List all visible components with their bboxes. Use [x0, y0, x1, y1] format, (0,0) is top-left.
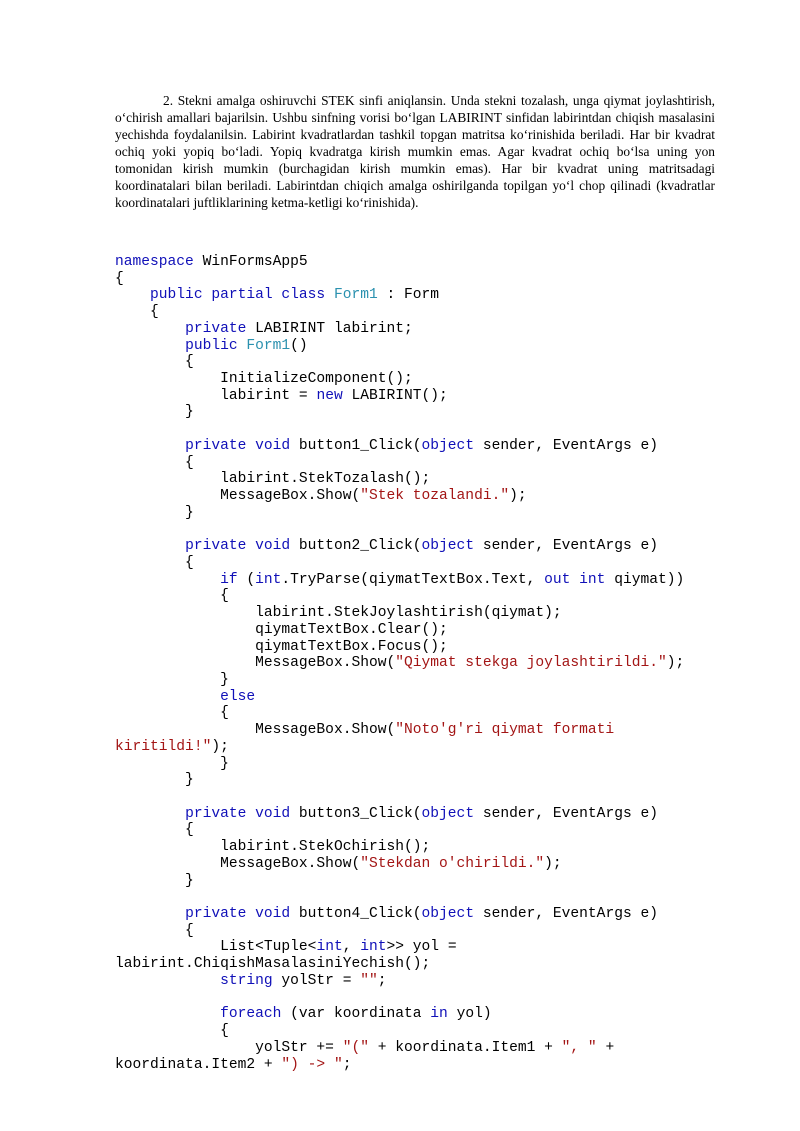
code-text: qiymatTextBox.Clear(); [115, 621, 448, 638]
code-text: WinFormsApp5 [193, 254, 308, 270]
code-string: "" [360, 972, 378, 989]
code-text [115, 1006, 220, 1022]
code-keyword: private [185, 320, 247, 337]
code-line [115, 538, 795, 555]
code-text: (var koordinata [281, 1006, 431, 1023]
code-line [115, 1057, 795, 1074]
code-line [115, 555, 795, 572]
code-line [115, 956, 795, 973]
code-text: { [115, 304, 159, 321]
code-line [115, 1023, 795, 1040]
code-string: ", " [561, 1039, 597, 1056]
code-text: qiymat)) [605, 571, 685, 588]
code-text [115, 806, 185, 822]
code-text: ); [211, 738, 229, 755]
code-text: InitializeComponent(); [115, 371, 413, 388]
code-keyword: int [316, 939, 343, 956]
code-text: button1_Click( [290, 437, 422, 454]
code-text: labirint.StekTozalash(); [115, 471, 431, 488]
code-keyword: object [421, 906, 475, 923]
code-keyword: object [421, 538, 475, 555]
code-line [115, 856, 795, 873]
code-text: + [596, 1039, 615, 1056]
code-text: yolStr = [272, 972, 361, 989]
code-text [115, 321, 185, 337]
code-text: sender, EventArgs e) [474, 805, 658, 822]
task-description: 2. Stekni amalga oshiruvchi STEK sinfi aniqlansin. Unda stekni tozalash, unga qiymat joylashtirish, o‘chirish amallari bajarilsin. Ushbu sinfning vorisi bo‘lgan LABIRINT sinfidan labirintdan chiqish masalasini yechishda foydalanilsin. Labirint kvadratlardan tashkil topgan matritsa ko‘rinishida beriladi. Har bir kvadrat ochiq yoki yopiq bo‘ladi. Yopiq kvadratga kirish mumkin emas. Agar kvadrat ochiq bo‘lsa uning yon tomonidan kirish mumkin (burchagidan kirish mumkin emas). Har bir kvadrat uning matritsadagi koordinatalari bilan beriladi. Labirintdan chiqich amalga oshirilganda topilgan yo‘l chop qilinadi (kvadratlar koordinatalari juftliklarining ketma-ketligi ko‘rinishida). [115, 93, 715, 210]
code-line [115, 923, 795, 940]
code-text [115, 338, 185, 354]
code-line [115, 287, 795, 304]
code-line [115, 806, 795, 823]
code-line [115, 522, 795, 539]
code-line [115, 1006, 795, 1023]
code-text: { [115, 554, 194, 571]
code-text: ; [342, 1056, 352, 1073]
code-keyword: public [185, 337, 238, 354]
code-type: Form1 [333, 287, 378, 304]
code-text [115, 287, 150, 303]
code-text: ; [377, 972, 387, 989]
code-text: : Form [377, 287, 440, 304]
code-text: .TryParse(qiymatTextBox.Text, [281, 571, 545, 588]
code-text [115, 572, 220, 588]
code-line [115, 455, 795, 472]
code-text: { [115, 922, 194, 939]
code-text: } [115, 671, 229, 688]
code-line [115, 371, 795, 388]
code-keyword: out int [544, 571, 606, 588]
code-text: () [290, 337, 308, 354]
code-text: labirint.ChiqishMasalasiniYechish(); [115, 956, 431, 973]
code-string: ") -> " [281, 1056, 343, 1073]
code-line [115, 488, 795, 505]
code-text: { [115, 588, 229, 605]
code-text: MessageBox.Show( [115, 488, 361, 505]
code-text [115, 538, 185, 554]
code-line [115, 588, 795, 605]
code-keyword: object [421, 805, 475, 822]
code-text: MessageBox.Show( [115, 855, 361, 872]
code-text: sender, EventArgs e) [474, 538, 658, 555]
code-line [115, 939, 795, 956]
code-text [115, 689, 220, 705]
code-line [115, 772, 795, 789]
code-text: sender, EventArgs e) [474, 906, 658, 923]
code-text: } [115, 504, 194, 521]
code-line [115, 622, 795, 639]
code-text: >> yol = [386, 939, 457, 956]
code-text: } [115, 772, 194, 789]
code-text: ( [237, 571, 256, 588]
code-line [115, 271, 795, 288]
code-text: qiymatTextBox.Focus(); [115, 638, 448, 655]
code-line [115, 705, 795, 722]
code-line [115, 839, 795, 856]
code-keyword: if [220, 571, 238, 588]
code-type: Form1 [246, 337, 291, 354]
code-text: MessageBox.Show( [115, 655, 396, 672]
code-string: kiritildi!" [115, 738, 212, 755]
code-line [115, 338, 795, 355]
code-text: sender, EventArgs e) [474, 437, 658, 454]
code-line [115, 404, 795, 421]
code-keyword: private void [185, 538, 291, 555]
code-line [115, 388, 795, 405]
code-line [115, 354, 795, 371]
code-keyword: foreach [220, 1006, 282, 1023]
code-line [115, 756, 795, 773]
code-text: ); [509, 488, 527, 505]
code-keyword: string [220, 972, 273, 989]
code-line [115, 471, 795, 488]
code-line [115, 722, 795, 739]
code-string: "Stek tozalandi." [360, 488, 510, 505]
code-text: , [342, 939, 361, 956]
code-line [115, 655, 795, 672]
code-line [115, 739, 795, 756]
code-text: LABIRINT(); [342, 387, 448, 404]
code-line [115, 505, 795, 522]
code-line [115, 605, 795, 622]
code-text: ); [666, 655, 685, 672]
code-text: koordinata.Item2 + [115, 1056, 282, 1073]
code-text: { [115, 270, 124, 287]
code-text: labirint.StekOchirish(); [115, 839, 431, 856]
code-line [115, 906, 795, 923]
code-text [115, 973, 220, 989]
code-string: "Stekdan o'chirildi." [360, 855, 545, 872]
code-line [115, 873, 795, 890]
code-text: { [115, 705, 229, 722]
code-text: ); [544, 855, 562, 872]
code-line [115, 572, 795, 589]
code-keyword: int [360, 939, 387, 956]
code-keyword: in [430, 1006, 448, 1023]
code-text: { [115, 822, 194, 839]
code-keyword: int [255, 571, 282, 588]
code-line [115, 1040, 795, 1057]
code-line [115, 889, 795, 906]
code-keyword: object [421, 437, 475, 454]
code-text: button4_Click( [290, 906, 422, 923]
code-text: { [115, 1023, 229, 1040]
code-text: labirint.StekJoylashtirish(qiymat); [115, 605, 562, 622]
code-keyword: private void [185, 906, 291, 923]
code-keyword: private void [185, 805, 291, 822]
code-text [115, 438, 185, 454]
code-text: { [115, 354, 194, 371]
code-line [115, 990, 795, 1007]
code-text: } [115, 755, 229, 772]
code-text: labirint = [115, 387, 317, 404]
code-text: button3_Click( [290, 805, 422, 822]
code-text [115, 906, 185, 922]
code-block [115, 254, 795, 1073]
code-text: button2_Click( [290, 538, 422, 555]
code-line [115, 421, 795, 438]
code-line [115, 973, 795, 990]
code-text: } [115, 872, 194, 889]
code-line [115, 254, 795, 271]
code-line [115, 822, 795, 839]
code-line [115, 639, 795, 656]
code-string: "Noto'g'ri qiymat formati [395, 722, 615, 739]
code-text: LABIRINT labirint; [246, 320, 413, 337]
code-line [115, 689, 795, 706]
code-keyword: new [316, 387, 343, 404]
code-string: "(" [342, 1039, 369, 1056]
code-text: MessageBox.Show( [115, 722, 396, 739]
code-string: "Qiymat stekga joylashtirildi." [395, 655, 667, 672]
code-text: + koordinata.Item1 + [368, 1039, 562, 1056]
code-line [115, 321, 795, 338]
code-keyword: private void [185, 437, 291, 454]
code-line [115, 304, 795, 321]
code-keyword: public partial class [150, 287, 326, 304]
code-line [115, 672, 795, 689]
code-keyword: else [220, 688, 256, 705]
code-text: yol) [447, 1006, 492, 1023]
code-keyword: namespace [115, 254, 194, 270]
code-text: } [115, 404, 194, 421]
code-line [115, 789, 795, 806]
code-text: yolStr += [115, 1039, 343, 1056]
code-text: { [115, 454, 194, 471]
code-text: List<Tuple< [115, 939, 317, 956]
code-line [115, 438, 795, 455]
code-text [325, 287, 334, 303]
